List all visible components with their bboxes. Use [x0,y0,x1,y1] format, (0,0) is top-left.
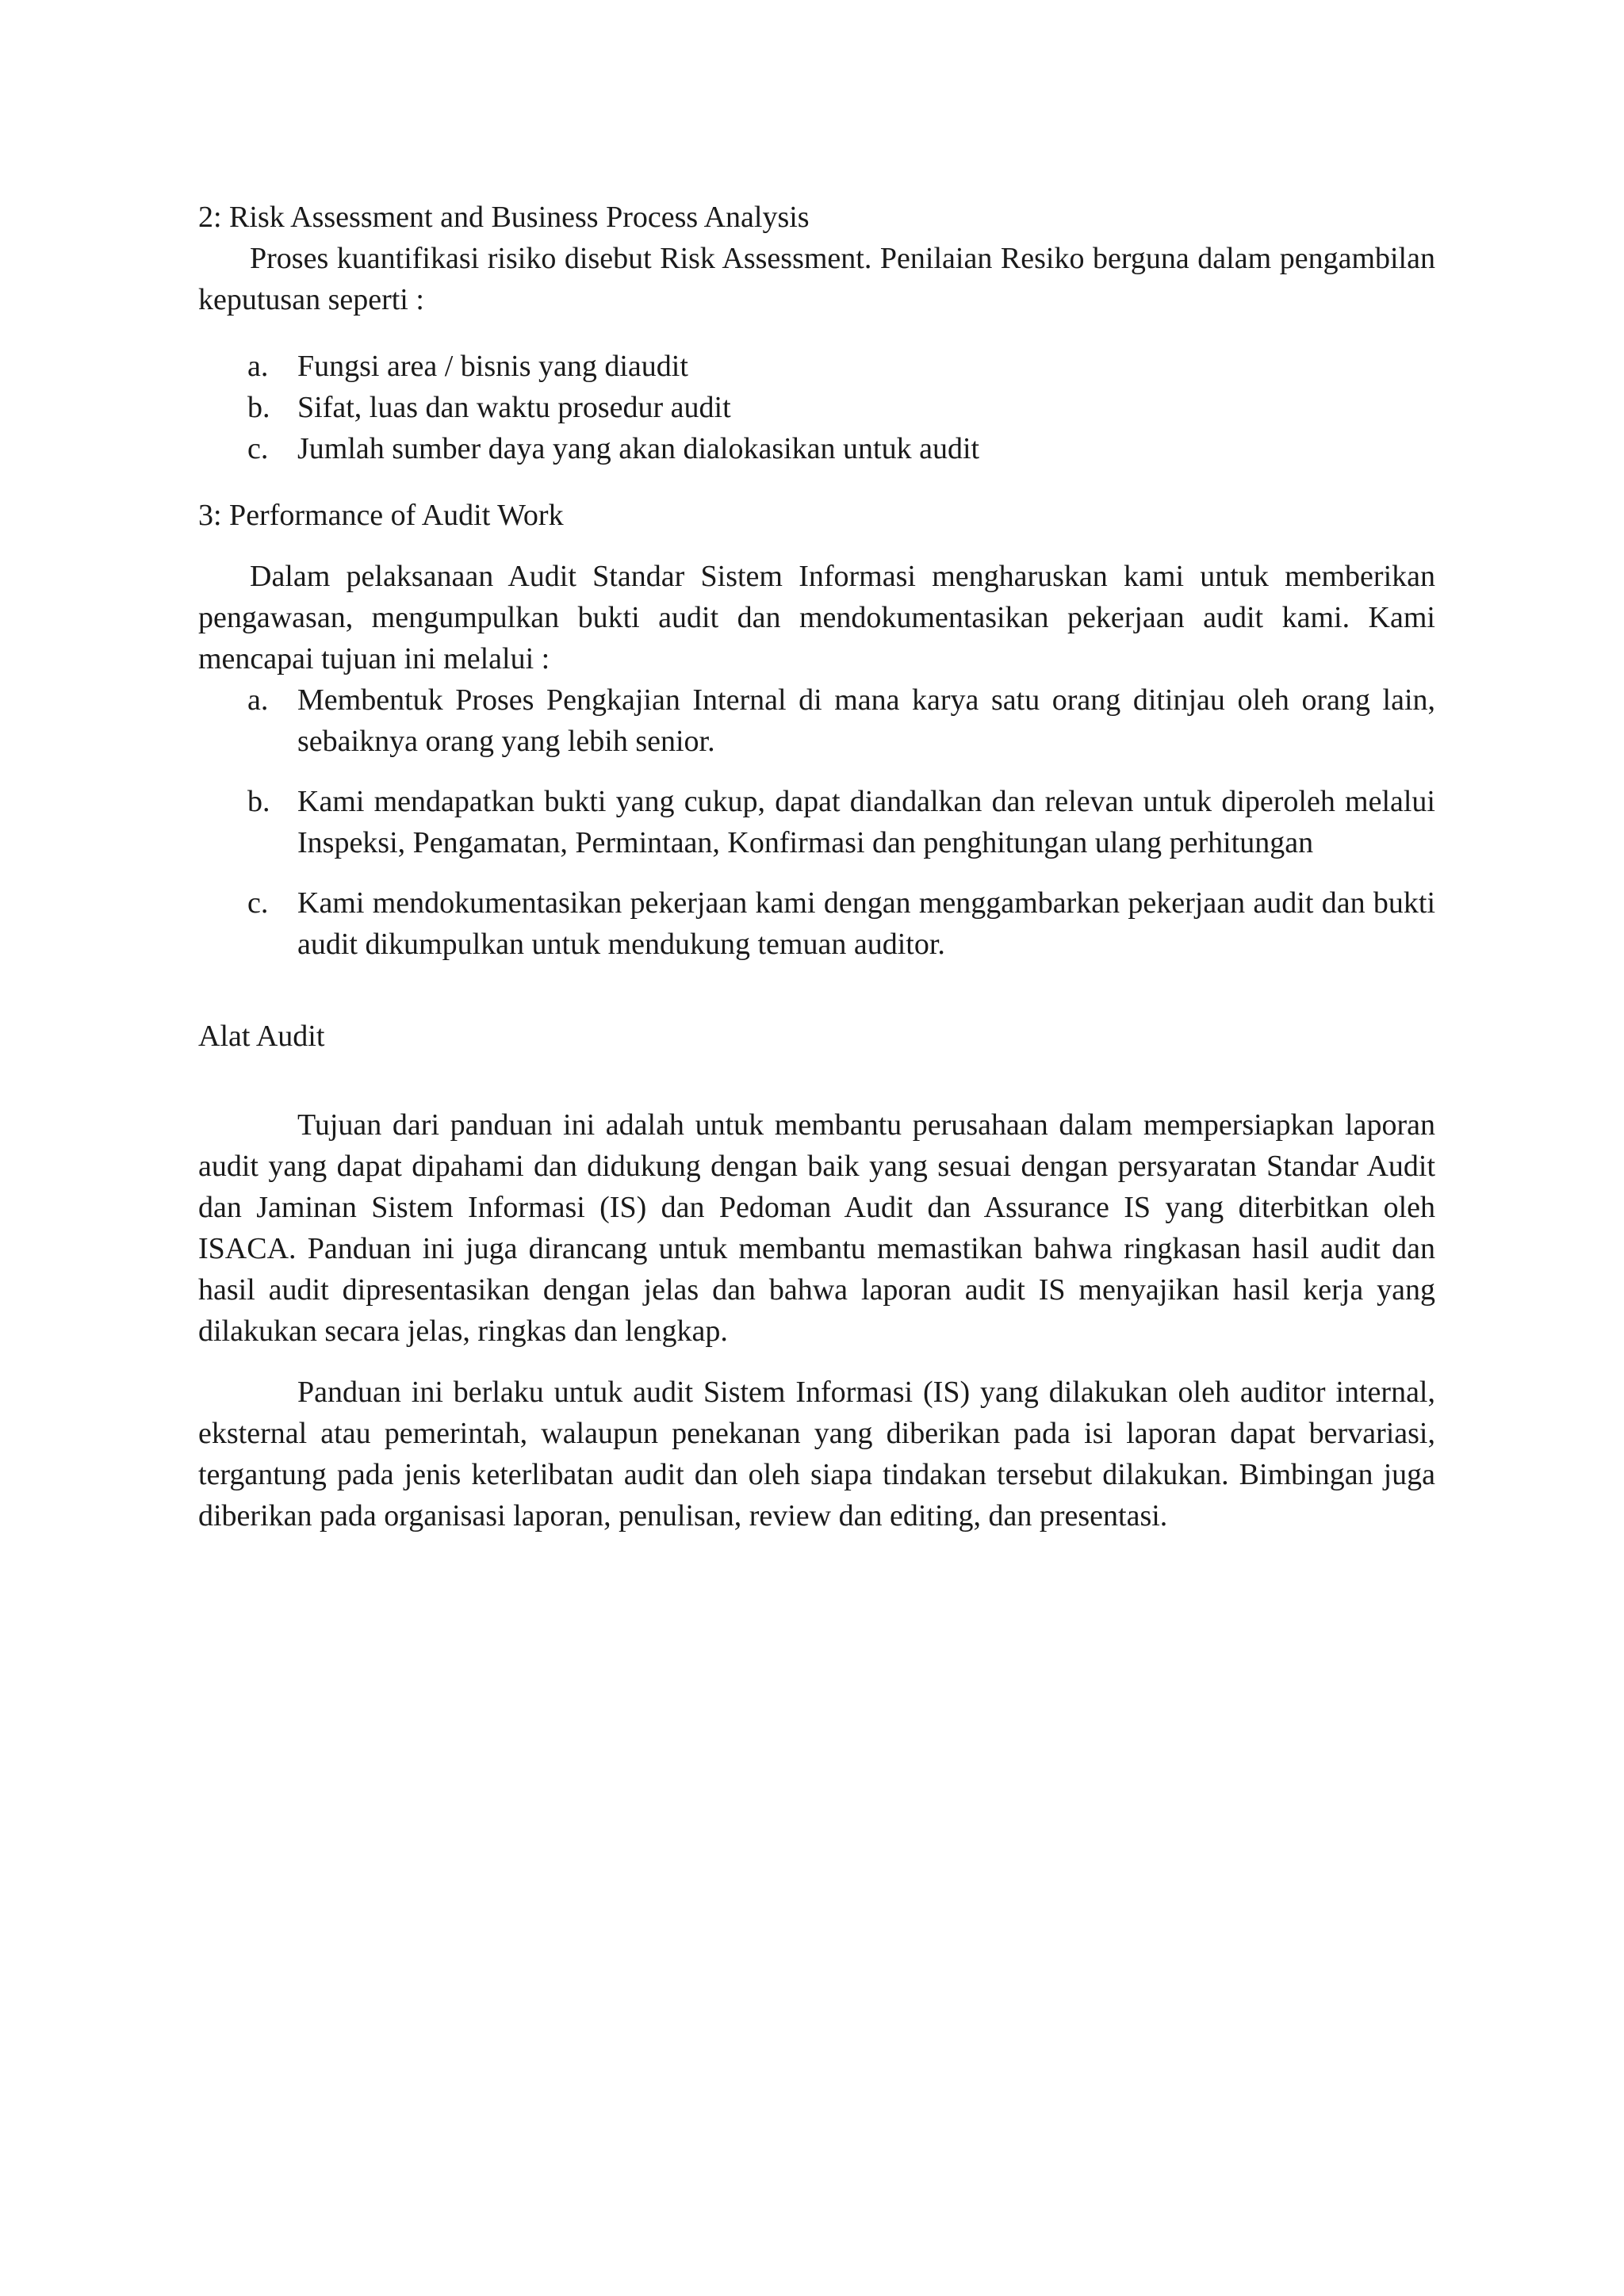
list-item [198,882,1435,965]
document-page [198,197,1435,1536]
list-item-text: Fungsi area / bisnis yang diaudit [297,350,688,383]
alat-audit-paragraph-2: Panduan ini berlaku untuk audit Sistem Informasi (IS) yang dilakukan oleh auditor internal, eksternal atau pemerintah, walaupun penekanan yang diberikan pada isi laporan dapat bervariasi, tergantung pada jenis keterlibatan audit dan oleh siapa tindakan tersebut dilakukan. Bimbingan juga diberikan pada organisasi laporan, penulisan, review dan editing, dan presentasi. [198,1376,1435,1533]
list-marker: a. [247,350,269,383]
list-item [198,781,1435,863]
list-item [198,679,1435,762]
list-item-text: Kami mendapatkan bukti yang cukup, dapat diandalkan dan relevan untuk diperoleh melalui Inspeksi, Pengamatan, Permintaan, Konfirmasi dan penghitungan ulang perhitungan [297,785,1435,859]
list-item [198,387,1435,428]
section-2-list [198,346,1435,469]
list-item [198,428,1435,469]
list-marker: c. [247,432,269,465]
alat-audit-paragraph-1: Tujuan dari panduan ini adalah untuk membantu perusahaan dalam mempersiapkan laporan audit yang dapat dipahami dan didukung dengan baik yang sesuai dengan persyaratan Standar Audit dan Jaminan Sistem Informasi (IS) dan Pedoman Audit dan Assurance IS yang diterbitkan oleh ISACA. Panduan ini juga dirancang untuk membantu memastikan bahwa ringkasan hasil audit dan hasil audit dipresentasikan dengan jelas dan bahwa laporan audit IS menyajikan hasil kerja yang dilakukan secara jelas, ringkas dan lengkap. [198,1108,1435,1348]
list-item-text: Membentuk Proses Pengkajian Internal di mana karya satu orang ditinjau oleh orang lain, sebaiknya orang yang lebih senior. [297,683,1435,758]
section-2-intro: Proses kuantifikasi risiko disebut Risk Assessment. Penilaian Resiko berguna dalam pengambilan keputusan seperti : [198,242,1435,316]
list-marker: b. [247,391,270,424]
section-3-intro: Dalam pelaksanaan Audit Standar Sistem Informasi mengharuskan kami untuk memberikan pengawasan, mengumpulkan bukti audit dan mendokumentasikan pekerjaan audit kami. Kami mencapai tujuan ini melalui : [198,560,1435,675]
section-3-heading: 3: Performance of Audit Work [198,499,564,532]
list-marker: a. [247,683,269,717]
list-item-text: Sifat, luas dan waktu prosedur audit [297,391,731,424]
list-item-text: Kami mendokumentasikan pekerjaan kami dengan menggambarkan pekerjaan audit dan bukti audit dikumpulkan untuk mendukung temuan auditor. [297,886,1435,961]
section-2-heading: 2: Risk Assessment and Business Process Analysis [198,201,810,234]
list-item [198,346,1435,387]
alat-audit-heading: Alat Audit [198,1020,325,1053]
list-item-text: Jumlah sumber daya yang akan dialokasikan untuk audit [297,432,980,465]
list-marker: c. [247,886,269,920]
list-marker: b. [247,785,270,818]
section-3-list [198,679,1435,965]
